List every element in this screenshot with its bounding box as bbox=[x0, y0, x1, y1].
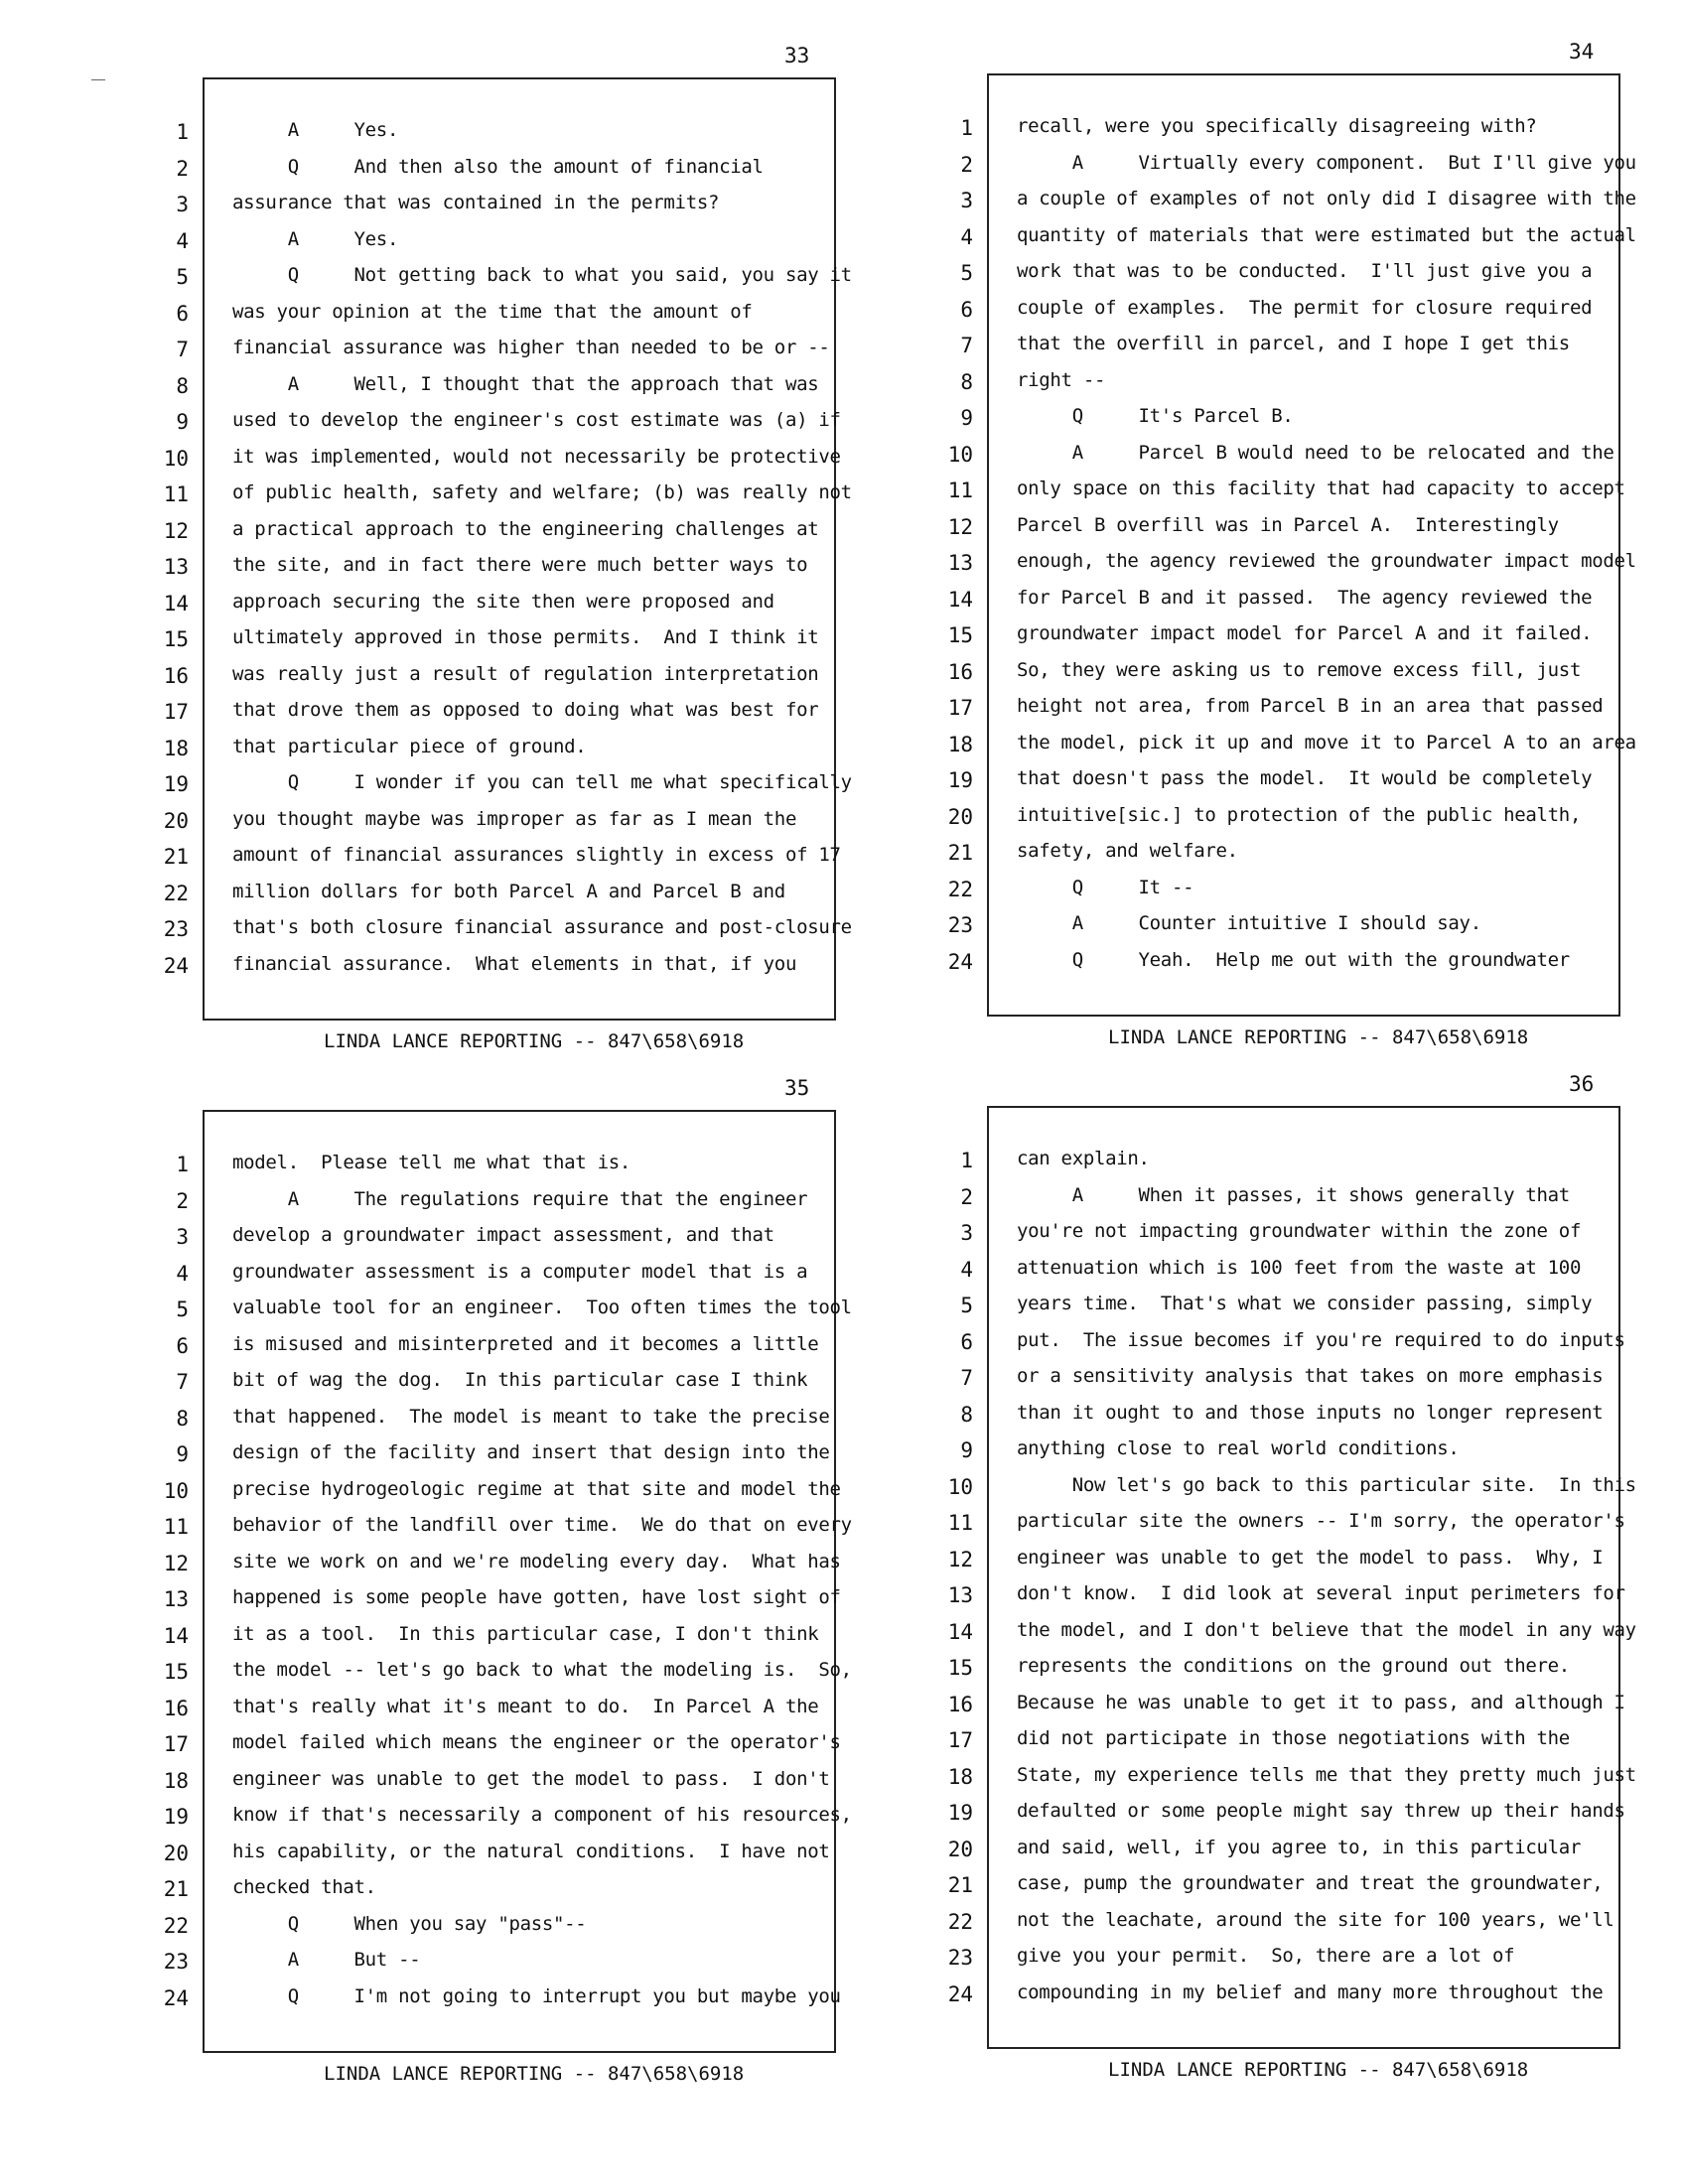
line-number: 23 bbox=[163, 1950, 189, 1974]
transcript-line: behavior of the landfill over time. We do that on every bbox=[232, 1514, 852, 1536]
line-number: 19 bbox=[163, 772, 189, 796]
transcript-line: valuable tool for an engineer. Too often times the tool bbox=[232, 1297, 852, 1318]
line-number: 5 bbox=[176, 265, 189, 289]
line-number: 19 bbox=[163, 1805, 189, 1829]
transcript-line: recall, were you specifically disagreeing with? bbox=[1017, 115, 1537, 137]
line-number: 16 bbox=[947, 1692, 973, 1716]
transcript-line: give you your permit. So, there are a lot of bbox=[1017, 1945, 1515, 1967]
reporter-footer: LINDA LANCE REPORTING -- 847\658\6918 bbox=[1108, 1026, 1529, 1048]
line-number: 10 bbox=[947, 442, 973, 467]
page-number: 35 bbox=[784, 1076, 810, 1100]
transcript-line: enough, the agency reviewed the groundwater impact model bbox=[1017, 550, 1636, 572]
line-number: 9 bbox=[176, 1442, 189, 1466]
line-number: 20 bbox=[163, 808, 189, 833]
line-number: 4 bbox=[960, 1257, 973, 1282]
line-number: 24 bbox=[163, 1985, 189, 2010]
line-number: 20 bbox=[947, 804, 973, 829]
transcript-line: for Parcel B and it passed. The agency reviewed the bbox=[1017, 586, 1593, 609]
line-number: 22 bbox=[163, 1913, 189, 1938]
line-number: 1 bbox=[960, 116, 973, 140]
transcript-line: groundwater impact model for Parcel A and it failed. bbox=[1017, 622, 1593, 644]
line-number: 24 bbox=[947, 1981, 973, 2006]
transcript-line: model. Please tell me what that is. bbox=[232, 1152, 632, 1173]
line-number: 1 bbox=[960, 1149, 973, 1172]
line-number: 8 bbox=[960, 369, 973, 394]
transcript-line: assurance that was contained in the permits? bbox=[232, 192, 720, 213]
transcript-line: develop a groundwater impact assessment, and that bbox=[232, 1224, 774, 1246]
transcript-line: engineer was unable to get the model to pass. I don't bbox=[232, 1767, 830, 1790]
line-number: 18 bbox=[163, 736, 189, 760]
line-number: 2 bbox=[960, 1184, 973, 1209]
transcript-line: the model, pick it up and move it to Parcel A to an area bbox=[1017, 731, 1636, 753]
transcript-line: A Counter intuitive I should say. bbox=[1017, 912, 1481, 934]
transcript-line: represents the conditions on the ground out there. bbox=[1017, 1655, 1570, 1677]
line-number: 22 bbox=[947, 1909, 973, 1934]
line-number: 10 bbox=[947, 1474, 973, 1499]
transcript-line: the site, and in fact there were much better ways to bbox=[232, 554, 808, 576]
line-number: 7 bbox=[960, 334, 973, 357]
line-number: 2 bbox=[960, 152, 973, 177]
transcript-line: State, my experience tells me that they pretty much just bbox=[1017, 1763, 1636, 1786]
line-number: 19 bbox=[947, 1801, 973, 1825]
line-number: 3 bbox=[176, 193, 189, 216]
transcript-line: design of the facility and insert that design into the bbox=[232, 1441, 830, 1463]
transcript-line: that's both closure financial assurance and post-closure bbox=[232, 916, 852, 938]
line-number: 4 bbox=[176, 1261, 189, 1286]
transcript-line: Q And then also the amount of financial bbox=[232, 155, 764, 178]
transcript-line: particular site the owners -- I'm sorry, the operator's bbox=[1017, 1510, 1625, 1532]
transcript-line: that happened. The model is meant to take the precise bbox=[232, 1405, 830, 1428]
transcript-line: the model, and I don't believe that the model in any way bbox=[1017, 1618, 1636, 1641]
line-number: 4 bbox=[960, 224, 973, 249]
transcript-line: bit of wag the dog. In this particular case I think bbox=[232, 1369, 808, 1391]
line-number: 6 bbox=[960, 1329, 973, 1354]
transcript-line: that's really what it's meant to do. In Parcel A the bbox=[232, 1695, 819, 1717]
line-number: 20 bbox=[947, 1837, 973, 1861]
transcript-line: attenuation which is 100 feet from the waste at 100 bbox=[1017, 1256, 1582, 1279]
line-number: 7 bbox=[176, 1370, 189, 1394]
page-number: 36 bbox=[1569, 1072, 1595, 1096]
line-number: 20 bbox=[163, 1841, 189, 1865]
transcript-line: Q It's Parcel B. bbox=[1017, 405, 1294, 427]
line-number: 21 bbox=[163, 1877, 189, 1901]
line-number: 4 bbox=[176, 228, 189, 253]
line-number: 11 bbox=[163, 482, 189, 506]
line-number: 16 bbox=[163, 1696, 189, 1720]
transcript-line: approach securing the site then were proposed and bbox=[232, 590, 774, 613]
transcript-line: his capability, or the natural conditions. I have not bbox=[232, 1840, 830, 1862]
transcript-line: don't know. I did look at several input perimeters for bbox=[1017, 1582, 1625, 1604]
line-number: 11 bbox=[163, 1515, 189, 1539]
transcript-line: amount of financial assurances slightly in excess of 17 bbox=[232, 844, 841, 866]
transcript-line: A Yes. bbox=[232, 119, 399, 141]
line-number: 17 bbox=[947, 696, 973, 720]
line-number: 13 bbox=[947, 1583, 973, 1607]
transcript-line: Q Not getting back to what you said, you say it bbox=[232, 264, 852, 286]
reporter-footer: LINDA LANCE REPORTING -- 847\658\6918 bbox=[324, 2063, 745, 2085]
line-number: 15 bbox=[163, 627, 189, 651]
line-number: 9 bbox=[960, 406, 973, 430]
transcript-line: intuitive[sic.] to protection of the public health, bbox=[1017, 803, 1582, 826]
transcript-line: only space on this facility that had capacity to accept bbox=[1017, 478, 1625, 499]
page-number: 34 bbox=[1569, 40, 1595, 64]
transcript-line: Q It -- bbox=[1017, 876, 1194, 898]
transcript-line: that drove them as opposed to doing what was best for bbox=[232, 699, 819, 721]
line-number: 14 bbox=[947, 587, 973, 612]
transcript-line: was really just a result of regulation interpretation bbox=[232, 662, 819, 685]
transcript-page-35 bbox=[149, 1072, 923, 2105]
line-number: 13 bbox=[163, 1587, 189, 1611]
page-number: 33 bbox=[784, 44, 810, 68]
margin-mark bbox=[91, 79, 105, 80]
transcript-line: Because he was unable to get it to pass, and although I bbox=[1017, 1691, 1625, 1713]
line-number: 5 bbox=[176, 1297, 189, 1321]
transcript-line: Now let's go back to this particular site. In this bbox=[1017, 1473, 1636, 1496]
line-number: 14 bbox=[947, 1619, 973, 1644]
line-number: 12 bbox=[163, 518, 189, 543]
transcript-line: can explain. bbox=[1017, 1148, 1150, 1169]
line-number: 10 bbox=[163, 1478, 189, 1503]
line-number: 15 bbox=[163, 1660, 189, 1684]
line-number: 15 bbox=[947, 1656, 973, 1680]
line-number: 9 bbox=[960, 1438, 973, 1462]
line-number: 21 bbox=[947, 841, 973, 865]
transcript-line: a practical approach to the engineering challenges at bbox=[232, 517, 819, 540]
line-number: 21 bbox=[163, 845, 189, 869]
line-number: 16 bbox=[163, 663, 189, 688]
transcript-line: A Well, I thought that the approach that was bbox=[232, 372, 819, 395]
line-number: 6 bbox=[960, 297, 973, 322]
line-number: 22 bbox=[163, 881, 189, 905]
transcript-line: model failed which means the engineer or the operator's bbox=[232, 1731, 841, 1753]
line-number: 23 bbox=[163, 917, 189, 941]
transcript-line: engineer was unable to get the model to pass. Why, I bbox=[1017, 1546, 1604, 1569]
line-number: 19 bbox=[947, 768, 973, 792]
line-number: 3 bbox=[960, 1221, 973, 1245]
transcript-line: was your opinion at the time that the amount of bbox=[232, 300, 753, 323]
line-number: 7 bbox=[176, 338, 189, 361]
line-number: 17 bbox=[163, 700, 189, 724]
transcript-line: financial assurance was higher than needed to be or -- bbox=[232, 337, 830, 358]
transcript-line: it was implemented, would not necessarily be protective bbox=[232, 445, 841, 468]
line-number: 1 bbox=[176, 1153, 189, 1176]
transcript-line: height not area, from Parcel B in an area that passed bbox=[1017, 695, 1604, 717]
line-number: 18 bbox=[947, 732, 973, 756]
line-number: 11 bbox=[947, 478, 973, 502]
transcript-page-34 bbox=[933, 36, 1684, 1068]
transcript-line: work that was to be conducted. I'll just give you a bbox=[1017, 260, 1593, 282]
transcript-line: a couple of examples of not only did I disagree with the bbox=[1017, 188, 1636, 209]
transcript-line: that the overfill in parcel, and I hope I get this bbox=[1017, 333, 1570, 354]
reporter-footer: LINDA LANCE REPORTING -- 847\658\6918 bbox=[1108, 2059, 1529, 2081]
transcript-line: compounding in my belief and many more throughout the bbox=[1017, 1980, 1604, 2003]
transcript-line: A When it passes, it shows generally that bbox=[1017, 1183, 1570, 1206]
transcript-line: it as a tool. In this particular case, I don't think bbox=[232, 1622, 819, 1645]
transcript-line: checked that. bbox=[232, 1876, 376, 1898]
line-number: 17 bbox=[163, 1732, 189, 1756]
transcript-line: or a sensitivity analysis that takes on more emphasis bbox=[1017, 1365, 1604, 1387]
transcript-line: A But -- bbox=[232, 1949, 421, 1971]
line-number: 12 bbox=[947, 1547, 973, 1571]
line-number: 23 bbox=[947, 913, 973, 937]
line-number: 7 bbox=[960, 1366, 973, 1390]
transcript-page-33 bbox=[149, 40, 923, 1072]
line-number: 8 bbox=[176, 373, 189, 398]
transcript-line: years time. That's what we consider passing, simply bbox=[1017, 1293, 1593, 1314]
transcript-line: So, they were asking us to remove excess fill, just bbox=[1017, 658, 1582, 681]
reporter-footer: LINDA LANCE REPORTING -- 847\658\6918 bbox=[324, 1030, 745, 1052]
line-number: 8 bbox=[960, 1402, 973, 1427]
transcript-line: you're not impacting groundwater within the zone of bbox=[1017, 1220, 1582, 1242]
transcript-page-36 bbox=[933, 1068, 1684, 2101]
line-number: 14 bbox=[163, 591, 189, 615]
line-number: 24 bbox=[947, 949, 973, 974]
transcript-line: A Yes. bbox=[232, 227, 399, 250]
line-number: 5 bbox=[960, 1294, 973, 1317]
line-number: 12 bbox=[163, 1551, 189, 1575]
transcript-line: A The regulations require that the engineer bbox=[232, 1187, 808, 1210]
transcript-line: case, pump the groundwater and treat the groundwater, bbox=[1017, 1872, 1604, 1894]
transcript-line: Q I'm not going to interrupt you but maybe you bbox=[232, 1984, 841, 2007]
transcript-line: put. The issue becomes if you're required to do inputs bbox=[1017, 1328, 1625, 1351]
line-number: 6 bbox=[176, 1333, 189, 1358]
line-number: 2 bbox=[176, 1188, 189, 1213]
line-number: 1 bbox=[176, 120, 189, 144]
line-number: 16 bbox=[947, 659, 973, 684]
transcript-line: Parcel B overfill was in Parcel A. Interestingly bbox=[1017, 513, 1559, 536]
transcript-line: you thought maybe was improper as far as I mean the bbox=[232, 807, 797, 830]
transcript-line: ultimately approved in those permits. And I think it bbox=[232, 626, 819, 648]
line-number: 5 bbox=[960, 261, 973, 285]
transcript-line: safety, and welfare. bbox=[1017, 840, 1238, 862]
transcript-line: did not participate in those negotiations with the bbox=[1017, 1727, 1570, 1749]
transcript-line: defaulted or some people might say threw up their hands bbox=[1017, 1800, 1625, 1822]
line-number: 8 bbox=[176, 1406, 189, 1431]
line-number: 3 bbox=[176, 1225, 189, 1249]
transcript-line: right -- bbox=[1017, 368, 1106, 391]
line-number: 24 bbox=[163, 953, 189, 978]
transcript-line: used to develop the engineer's cost estimate was (a) if bbox=[232, 409, 841, 431]
transcript-line: that doesn't pass the model. It would be completely bbox=[1017, 767, 1593, 789]
transcript-line: and said, well, if you agree to, in this particular bbox=[1017, 1836, 1582, 1858]
transcript-line: not the leachate, around the site for 100 years, we'll bbox=[1017, 1908, 1614, 1931]
line-number: 21 bbox=[947, 1873, 973, 1897]
line-number: 23 bbox=[947, 1946, 973, 1970]
transcript-line: A Virtually every component. But I'll give you bbox=[1017, 151, 1636, 174]
line-number: 6 bbox=[176, 301, 189, 326]
transcript-line: know if that's necessarily a component of his resources, bbox=[232, 1804, 852, 1826]
transcript-line: Q Yeah. Help me out with the groundwater bbox=[1017, 948, 1570, 971]
transcript-line: A Parcel B would need to be relocated and the bbox=[1017, 441, 1614, 464]
transcript-line: Q I wonder if you can tell me what specifically bbox=[232, 771, 852, 793]
line-number: 18 bbox=[163, 1768, 189, 1793]
transcript-line: quantity of materials that were estimated but the actual bbox=[1017, 223, 1636, 246]
line-number: 17 bbox=[947, 1728, 973, 1752]
line-number: 11 bbox=[947, 1511, 973, 1535]
transcript-line: million dollars for both Parcel A and Parcel B and bbox=[232, 880, 785, 902]
line-number: 2 bbox=[176, 156, 189, 181]
transcript-line: anything close to real world conditions. bbox=[1017, 1437, 1460, 1459]
transcript-line: is misused and misinterpreted and it becomes a little bbox=[232, 1332, 819, 1355]
transcript-line: precise hydrogeologic regime at that site and model the bbox=[232, 1477, 841, 1500]
transcript-line: than it ought to and those inputs no longer represent bbox=[1017, 1401, 1604, 1424]
transcript-line: groundwater assessment is a computer model that is a bbox=[232, 1260, 808, 1283]
transcript-line: site we work on and we're modeling every day. What has bbox=[232, 1550, 841, 1572]
transcript-line: Q When you say "pass"-- bbox=[232, 1912, 587, 1935]
line-number: 18 bbox=[947, 1764, 973, 1789]
line-number: 22 bbox=[947, 877, 973, 901]
line-number: 3 bbox=[960, 189, 973, 212]
transcript-line: the model -- let's go back to what the modeling is. So, bbox=[232, 1659, 852, 1681]
line-number: 15 bbox=[947, 623, 973, 647]
transcript-line: of public health, safety and welfare; (b) was really not bbox=[232, 481, 852, 503]
line-number: 13 bbox=[947, 551, 973, 575]
transcript-line: happened is some people have gotten, have lost sight of bbox=[232, 1586, 841, 1608]
line-number: 12 bbox=[947, 514, 973, 539]
transcript-line: that particular piece of ground. bbox=[232, 735, 587, 757]
transcript-line: financial assurance. What elements in that, if you bbox=[232, 952, 797, 975]
line-number: 10 bbox=[163, 446, 189, 471]
line-number: 14 bbox=[163, 1623, 189, 1648]
line-number: 13 bbox=[163, 555, 189, 579]
transcript-line: couple of examples. The permit for closure required bbox=[1017, 296, 1593, 319]
line-number: 9 bbox=[176, 410, 189, 434]
